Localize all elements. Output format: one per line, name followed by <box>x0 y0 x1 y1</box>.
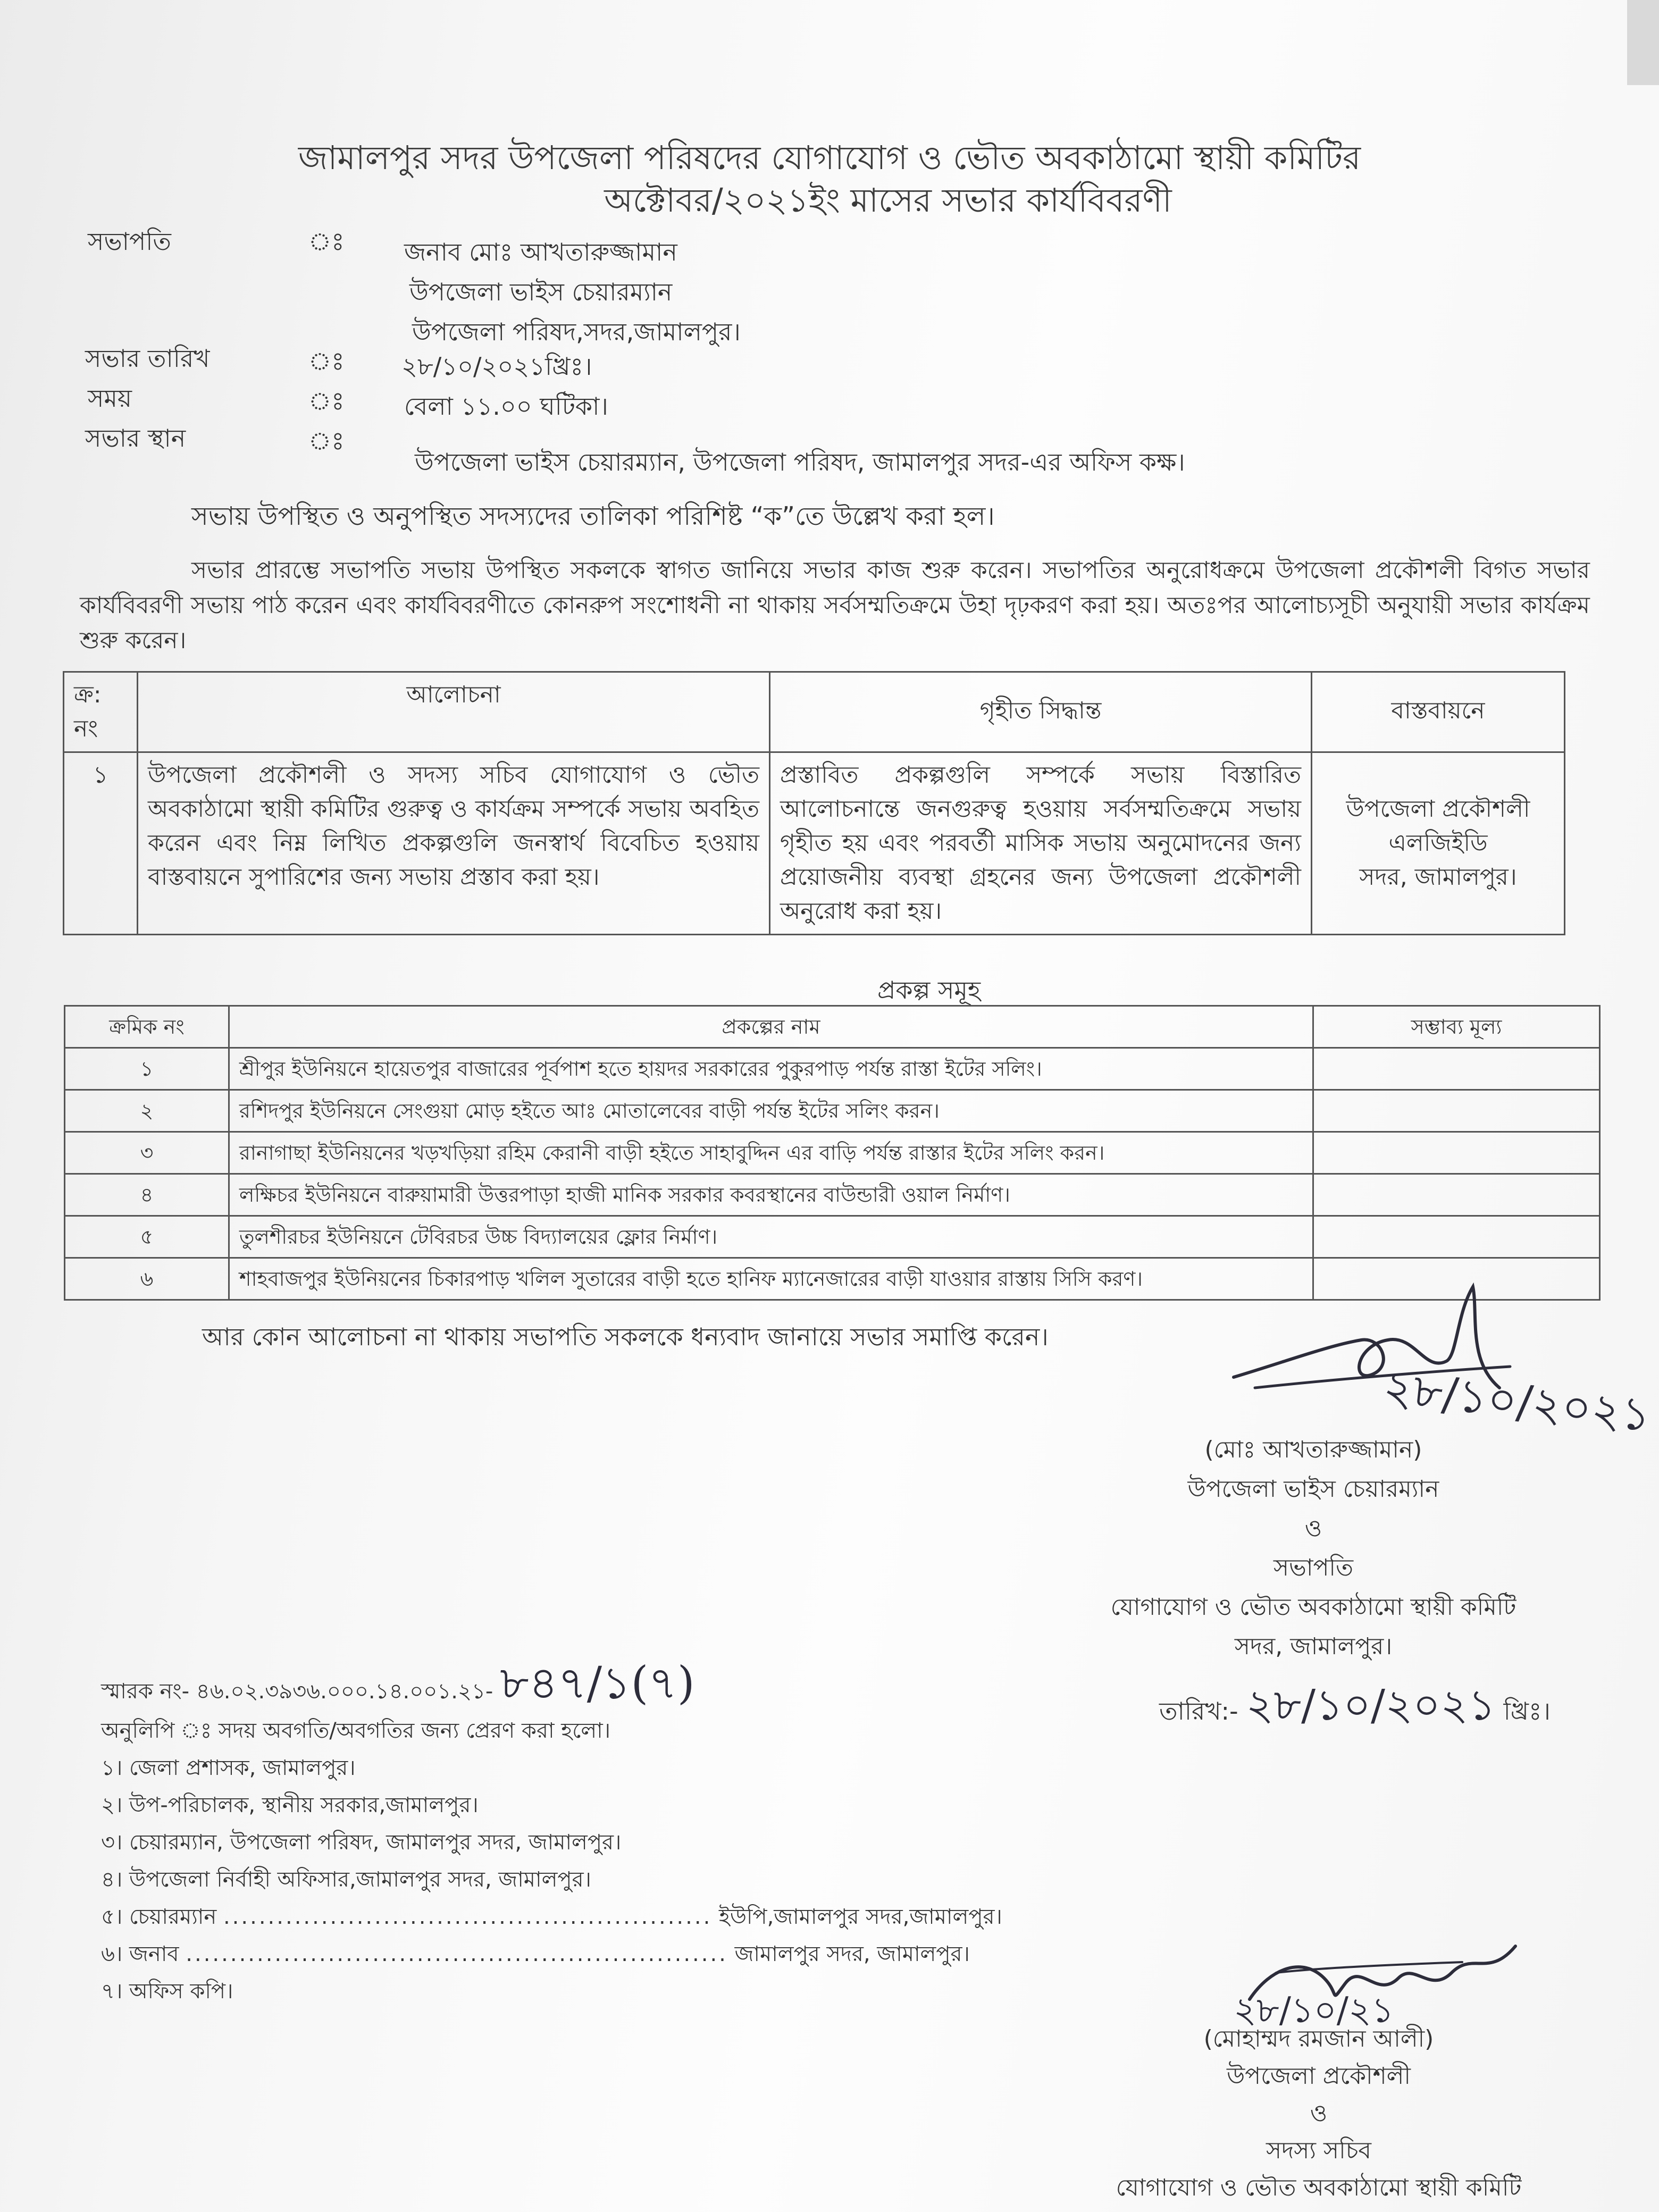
meeting-place-label: সভার স্থান <box>85 424 186 453</box>
col-header-discussion: আলোচনা <box>138 672 770 752</box>
project-row <box>65 1216 1600 1258</box>
implementer-line1: উপজেলা প্রকৌশলী <box>1346 795 1530 823</box>
project-row <box>65 1132 1600 1174</box>
engineer-sign-line1: উপজেলা প্রকৌশলী <box>1226 2063 1411 2090</box>
project-name: তুলশীরচর ইউনিয়নে টেবিরচর উচ্চ বিদ্যালয়ের ফ্লোর নির্মাণ। <box>229 1216 1313 1258</box>
distribution-item-3: ৩। চেয়ারম্যান, উপজেলা পরিষদ, জামালপুর সদর, জামালপুর। <box>101 1830 622 1855</box>
discussion-row-implementer <box>1312 752 1565 935</box>
chair-sign-line2: ও <box>1304 1515 1322 1542</box>
project-name: শাহবাজপুর ইউনিয়নের চিকারপাড় খলিল সুতারের বাড়ী হতে হানিফ ম্যানেজারের বাড়ী যাওয়ার রাস্তায় সিসি করণ। <box>229 1258 1313 1300</box>
copy-line: অনুলিপি ঃ সদয় অবগতি/অবগতির জন্য প্রেরণ করা হলো। <box>101 1719 611 1743</box>
project-serial: ৪ <box>65 1174 229 1216</box>
engineer-sign-line3: সদস্য সচিব <box>1266 2137 1371 2164</box>
project-name: রানাগাছা ইউনিয়নের খড়খড়িয়া রহিম কেরানী বাড়ী হইতে সাহাবুদ্দিন এর বাড়ি পর্যন্ত রাস্তার ইটের সলিং করন। <box>229 1132 1313 1174</box>
meeting-time-value: বেলা ১১.০০ ঘটিকা। <box>404 392 608 421</box>
meeting-date-value: ২৮/১০/২০২১খ্রিঃ। <box>401 352 592 381</box>
projects-table <box>64 1005 1601 1301</box>
discussion-table-header <box>64 672 1565 752</box>
engineer-signature-date: ২৮/১০/২১ <box>1234 1990 1394 2031</box>
chair-sign-line4: যোগাযোগ ও ভৌত অবকাঠামো স্থায়ী কমিটি <box>1110 1594 1516 1621</box>
engineer-sign-line2: ও <box>1310 2100 1328 2127</box>
meeting-place-value: উপজেলা ভাইস চেয়ারম্যান, উপজেলা পরিষদ, জামালপুর সদর-এর অফিস কক্ষ। <box>415 448 1185 476</box>
projects-table-header <box>65 1006 1600 1048</box>
col-header-implementer: বাস্তবায়নে <box>1312 672 1565 752</box>
project-serial: ৫ <box>65 1216 229 1258</box>
project-estimated-cost <box>1313 1048 1600 1090</box>
date-suffix: খ্রিঃ। <box>1503 1697 1551 1725</box>
distribution-list <box>101 1712 1002 2010</box>
projects-title: প্রকল্প সমূহ <box>877 976 981 1004</box>
col-header-project-name: প্রকল্পের নাম <box>229 1006 1313 1048</box>
date-handwritten: ২৮/১০/২০২১ <box>1246 1680 1496 1730</box>
project-row <box>65 1090 1600 1132</box>
meeting-time-label: সময় <box>88 384 132 413</box>
project-row <box>65 1174 1600 1216</box>
engineer-sign-name: (মোহাম্মদ রমজান আলী) <box>1203 2025 1434 2052</box>
colon: ঃ <box>308 227 345 256</box>
chair-sign-date-row <box>1159 1672 1551 1744</box>
distribution-item-2: ২। উপ-পরিচালক, স্থানীয় সরকার,জামালপুর। <box>101 1793 479 1817</box>
chair-name: জনাব মোঃ আখতারুজ্জামান <box>404 238 677 266</box>
meeting-date-label: সভার তারিখ <box>85 344 210 373</box>
colon: ঃ <box>308 426 345 455</box>
project-estimated-cost <box>1313 1132 1600 1174</box>
project-serial: ৩ <box>65 1132 229 1174</box>
colon: ঃ <box>308 387 345 415</box>
project-serial: ৬ <box>65 1258 229 1300</box>
project-name: রশিদপুর ইউনিয়নে সেংগুয়া মোড় হইতে আঃ মোতালেবের বাড়ী পর্যন্ত ইটের সলিং করন। <box>229 1090 1313 1132</box>
col-header-estimated-cost: সম্ভাব্য মূল্য <box>1313 1006 1600 1048</box>
date-prefix: তারিখ:- <box>1159 1697 1238 1725</box>
attendance-note: সভায় উপস্থিত ও অনুপস্থিত সদস্যদের তালিকা পরিশিষ্ট “ক”তে উল্লেখ করা হল। <box>191 501 995 531</box>
distribution-item-7: ৭। অফিস কপি। <box>101 1979 233 2004</box>
chair-sign-line5: সদর, জামালপুর। <box>1234 1633 1393 1660</box>
distribution-item-1: ১। জেলা প্রশাসক, জামালপুর। <box>101 1756 356 1780</box>
memo-ref-handwritten: ৮৪৭/১(৭) <box>500 1657 695 1709</box>
distribution-item-5: ৫। চেয়ারম্যান ....................................................... ইউপি,জামালপুর সদর,জামালপুর। <box>101 1905 1002 1929</box>
intro-paragraph: সভার প্রারম্ভে সভাপতি সভায় উপস্থিত সকলকে স্বাগত জানিয়ে সভার কাজ শুরু করেন। সভাপতির অনুরোধক্রমে উপজেলা প্রকৌশলী বিগত সভার কার্যবিবরণী সভায় পাঠ করেন এবং কার্যবিবরণীতে কোনরুপ সংশোধনী না থাকায় সর্বসম্মতিক্রমে উহা দৃঢ়করণ করা হয়। অতঃপর আলোচ্যসূচী অনুযায়ী সভার কার্যক্রম শুরু করেন। <box>80 557 1590 654</box>
memo-ref-number: স্মারক নং- ৪৬.০২.৩৯৩৬.০০০.১৪.০০১.২১- <box>101 1679 493 1704</box>
implementer-line3: সদর, জামালপুর। <box>1359 864 1517 891</box>
col-header-serial: ক্রমিক নং <box>65 1006 229 1048</box>
project-name: লক্ষিচর ইউনিয়নে বারুয়ামারী উত্তরপাড়া হাজী মানিক সরকার কবরস্থানের বাউন্ডারী ওয়াল নির্মাণ। <box>229 1174 1313 1216</box>
project-estimated-cost <box>1313 1090 1600 1132</box>
chair-designation-block <box>1074 1430 1553 1666</box>
discussion-row <box>64 752 1565 935</box>
chair-label: সভাপতি <box>88 227 171 256</box>
col-header-no: ক্র: নং <box>64 672 138 752</box>
chair-sign-name: (মোঃ আখতারুজ্জামান) <box>1204 1436 1422 1463</box>
discussion-table <box>63 671 1565 935</box>
project-serial: ১ <box>65 1048 229 1090</box>
implementer-line2: এলজিইডি <box>1388 830 1488 857</box>
distribution-item-4: ৪। উপজেলা নির্বাহী অফিসার,জামালপুর সদর, জামালপুর। <box>101 1867 591 1892</box>
document-title-line1: জামালপুর সদর উপজেলা পরিষদের যোগাযোগ ও ভৌত অবকাঠামো স্থায়ী কমিটির <box>298 138 1361 177</box>
memo-reference <box>101 1657 695 1710</box>
document-title-line2: অক্টোবর/২০২১ইং মাসের সভার কার্যবিবরণী <box>604 181 1172 220</box>
chair-title: উপজেলা ভাইস চেয়ারম্যান <box>409 278 673 306</box>
discussion-row-no: ১ <box>64 752 138 935</box>
engineer-designation-block <box>1063 2021 1574 2207</box>
chair-sign-line3: সভাপতি <box>1273 1554 1354 1581</box>
project-estimated-cost <box>1313 1174 1600 1216</box>
chair-office: উপজেলা পরিষদ,সদর,জামালপুর। <box>412 317 741 346</box>
col-header-decision: গৃহীত সিদ্ধান্ত <box>770 672 1312 752</box>
project-serial: ২ <box>65 1090 229 1132</box>
project-estimated-cost <box>1313 1216 1600 1258</box>
project-row <box>65 1048 1600 1090</box>
chair-sign-line1: উপজেলা ভাইস চেয়ারম্যান <box>1187 1476 1439 1503</box>
closing-note: আর কোন আলোচনা না থাকায় সভাপতি সকলকে ধন্যবাদ জানায়ে সভার সমাপ্তি করেন। <box>202 1322 1049 1351</box>
chair-signature-date: ২৮/১০/২০২১ <box>1380 1361 1654 1443</box>
colon: ঃ <box>308 347 345 375</box>
discussion-row-text: উপজেলা প্রকৌশলী ও সদস্য সচিব যোগাযোগ ও ভৌত অবকাঠামো স্থায়ী কমিটির গুরুত্ব ও কার্যক্রম সম্পর্কে সভায় অবহিত করেন এবং নিম্ন লিখিত প্রকল্পগুলি জনস্বার্থ বিবেচিত হওয়ায় বাস্তবায়নে সুপারিশের জন্য সভায় প্রস্তাব করা হয়। <box>138 752 770 935</box>
project-name: শ্রীপুর ইউনিয়নে হায়েতপুর বাজারের পূর্বপাশ হতে হায়দর সরকারের পুকুরপাড় পর্যন্ত রাস্তা ইটের সলিং। <box>229 1048 1313 1090</box>
distribution-item-6: ৬। জনাব ............................................................. জামালপুর সদর, জামালপুর। <box>101 1942 970 1966</box>
engineer-sign-line4: যোগাযোগ ও ভৌত অবকাঠামো স্থায়ী কমিটি <box>1116 2174 1522 2201</box>
discussion-row-decision: প্রস্তাবিত প্রকল্পগুলি সম্পর্কে সভায় বিস্তারিত আলোচনান্তে জনগুরুত্ব হওয়ায় সর্বসম্মতিক্রমে সভায় গৃহীত হয় এবং পরবর্তী মাসিক সভায় অনুমোদনের জন্য প্রয়োজনীয় ব্যবস্থা গ্রহনের জন্য উপজেলা প্রকৌশলী অনুরোধ করা হয়। <box>770 752 1312 935</box>
